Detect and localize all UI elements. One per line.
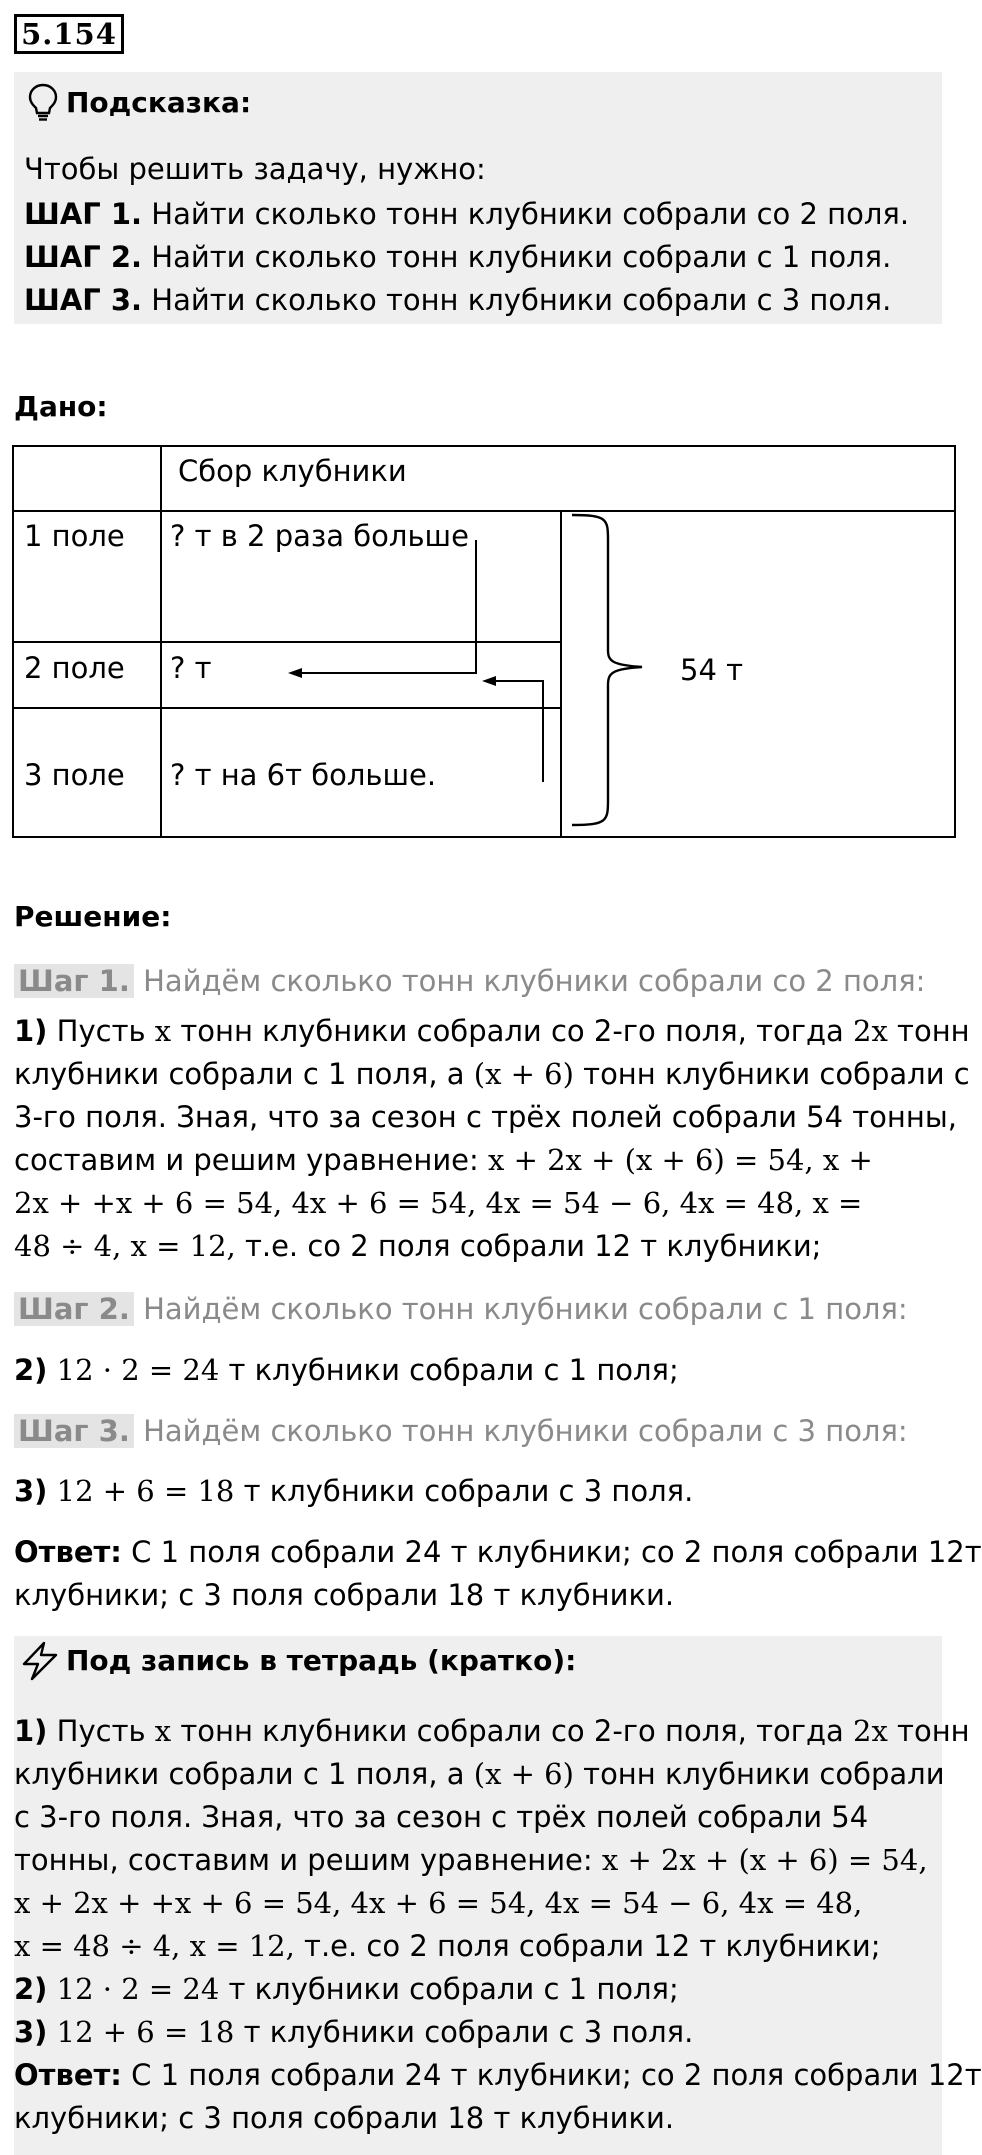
hint-step-3: ШАГ 3. Найти сколько тонн клубники собрали с 3 поля. [24,283,892,317]
notebook-line-10: клубники; с 3 поля собрали 18 т клубники. [14,2101,675,2135]
step-2-heading: Шаг 2. Найдём сколько тонн клубники собрали с 1 поля: [14,1290,908,1328]
hint-step-2: ШАГ 2. Найти сколько тонн клубники собрали с 1 поля. [24,240,892,274]
solution-title: Решение: [14,900,172,933]
hint-title: Подсказка: [66,86,252,119]
notebook-line-9: Ответ: С 1 поля собрали 24 т клубники; со 2 поля собрали 12т [14,2058,982,2092]
notebook-title: Под запись в тетрадь (кратко): [66,1644,577,1677]
step-3-line: 3) 12 + 6 = 18 т клубники собрали с 3 поля. [14,1474,694,1508]
solution-line-1: 1) Пусть x тонн клубники собрали со 2-го поля, тогда 2x тонн [14,1014,970,1048]
notebook-line-8: 3) 12 + 6 = 18 т клубники собрали с 3 поля. [14,2015,694,2049]
notebook-line-5: x + 2x + +x + 6 = 54, 4x + 6 = 54, 4x = 54 − 6, 4x = 48, [14,1886,863,1920]
step-3-heading: Шаг 3. Найдём сколько тонн клубники собрали с 3 поля: [14,1412,908,1450]
notebook-line-4: тонны, составим и решим уравнение: x + 2x + (x + 6) = 54, [14,1843,928,1877]
hint-step-1: ШАГ 1. Найти сколько тонн клубники собрали со 2 поля. [24,197,910,231]
lightbulb-icon [26,82,60,122]
solution-line-6: 48 ÷ 4, x = 12, т.е. со 2 поля собрали 12 т клубники; [14,1229,822,1263]
answer-line-2: клубники; с 3 поля собрали 18 т клубники. [14,1578,675,1612]
task-number: 5.154 [14,14,124,54]
solution-line-4: составим и решим уравнение: x + 2x + (x + 6) = 54, x + [14,1143,873,1177]
notebook-line-2: клубники собрали с 1 поля, а (x + 6) тонн клубники собрали [14,1757,945,1791]
table-header: Сбор клубники [178,454,407,488]
answer-line-1: Ответ: С 1 поля собрали 24 т клубники; со 2 поля собрали 12т [14,1535,982,1569]
table-row-3-field: 3 поле [24,758,125,792]
notebook-line-7: 2) 12 · 2 = 24 т клубники собрали с 1 поля; [14,1972,679,2006]
hint-intro: Чтобы решить задачу, нужно: [24,152,486,186]
table-row-1-field: 1 поле [24,519,125,553]
notebook-line-6: x = 48 ÷ 4, x = 12, т.е. со 2 поля собрали 12 т клубники; [14,1929,881,1963]
total-label: 54 т [680,653,744,687]
notebook-line-3: с 3-го поля. Зная, что за сезон с трёх полей собрали 54 [14,1800,869,1834]
lightning-icon [18,1640,62,1682]
given-title: Дано: [14,390,108,423]
solution-line-2: клубники собрали с 1 поля, а (x + 6) тонн клубники собрали с [14,1057,970,1091]
table-row-1-value: ? т в 2 раза больше [170,519,469,553]
step-1-heading: Шаг 1. Найдём сколько тонн клубники собрали со 2 поля: [14,962,925,1000]
table-row-3-value: ? т на 6т больше. [170,758,437,792]
table-row-2-value: ? т [170,651,212,685]
notebook-line-1: 1) Пусть x тонн клубники собрали со 2-го поля, тогда 2x тонн [14,1714,970,1748]
table-row-2-field: 2 поле [24,651,125,685]
solution-line-5: 2x + +x + 6 = 54, 4x + 6 = 54, 4x = 54 − 6, 4x = 48, x = [14,1186,863,1220]
given-table-diagram [12,445,956,840]
step-2-line: 2) 12 · 2 = 24 т клубники собрали с 1 поля; [14,1353,679,1387]
solution-line-3: 3-го поля. Зная, что за сезон с трёх полей собрали 54 тонны, [14,1100,957,1134]
